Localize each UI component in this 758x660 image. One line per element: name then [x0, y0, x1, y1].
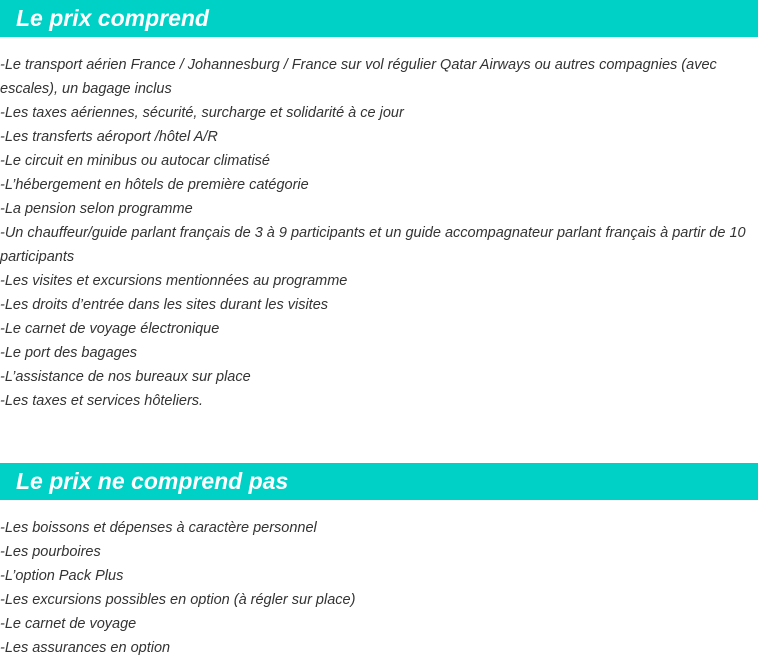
- list-item: -Les transferts aéroport /hôtel A/R: [0, 129, 218, 145]
- list-item: -L’hébergement en hôtels de première catégorie: [0, 177, 309, 193]
- list-item: -Les pourboires: [0, 544, 101, 560]
- list-item: -Les assurances en option: [0, 640, 171, 656]
- list-item: -La pension selon programme: [0, 201, 193, 217]
- list-item: -Le circuit en minibus ou autocar climatisé: [0, 153, 270, 169]
- excluded-item-list: [0, 500, 758, 660]
- list-item: -Les taxes aériennes, sécurité, surcharge et solidarité à ce jour: [0, 105, 404, 121]
- list-item: -Le port des bagages: [0, 345, 138, 361]
- excluded-section: [0, 463, 758, 660]
- list-item: -Un chauffeur/guide parlant français de 3 à 9 participants et un guide accompagnateur parlant français à partir de 10 participants: [0, 225, 746, 265]
- list-item: -L’option Pack Plus: [0, 568, 124, 584]
- list-item: -Le carnet de voyage: [0, 616, 137, 632]
- list-item: -Les droits d’entrée dans les sites durant les visites: [0, 297, 329, 313]
- list-item: -Les visites et excursions mentionnées au programme: [0, 273, 348, 289]
- list-item: -Les excursions possibles en option (à régler sur place): [0, 592, 356, 608]
- included-section-title: Le prix comprend: [0, 0, 758, 37]
- list-item: -Le transport aérien France / Johannesburg / France sur vol régulier Qatar Airways ou autres compagnies (avec escales), un bagage inclus: [0, 57, 717, 97]
- list-item: -Les boissons et dépenses à caractère personnel: [0, 520, 317, 536]
- list-item: -L’assistance de nos bureaux sur place: [0, 369, 251, 385]
- list-item: -Les taxes et services hôteliers.: [0, 393, 204, 409]
- excluded-section-title: Le prix ne comprend pas: [0, 463, 758, 500]
- list-item: -Le carnet de voyage électronique: [0, 321, 220, 337]
- included-item-list: [0, 37, 758, 413]
